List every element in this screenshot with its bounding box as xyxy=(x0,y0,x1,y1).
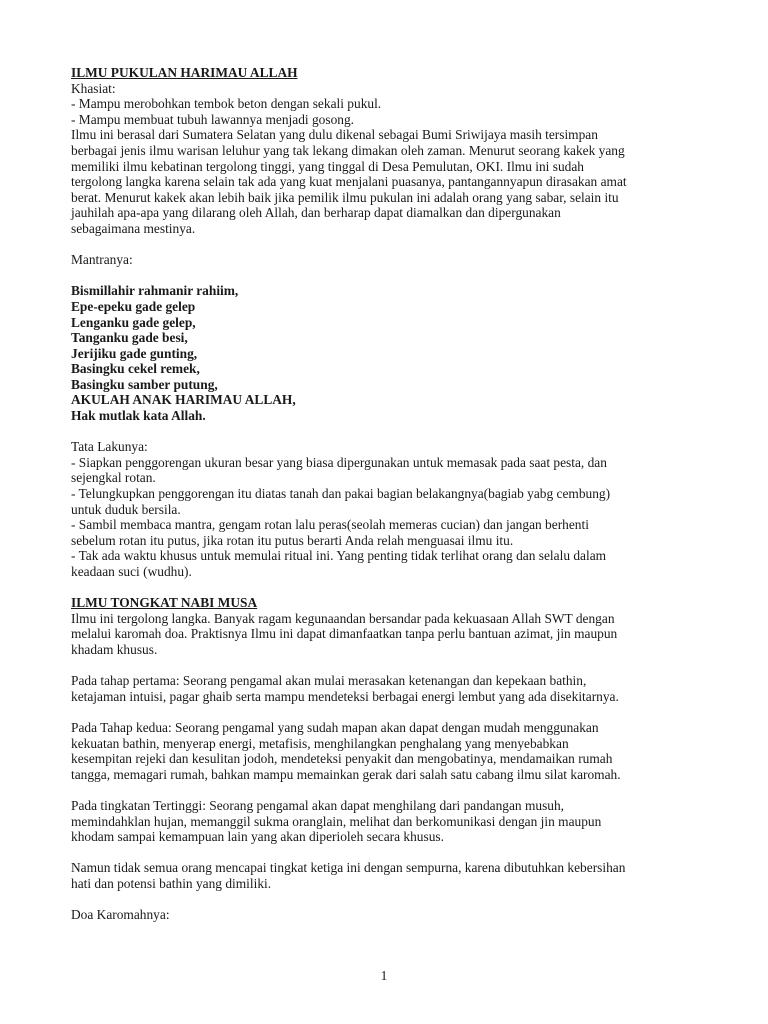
text-line: Ilmu ini tergolong langka. Banyak ragam kegunaandan bersandar pada kekuasaan Allah SWT dengan xyxy=(71,610,615,626)
text-line: memindahklan hujan, memanggil sukma oranglain, melihat dan berkomunikasi dengan jin maupun xyxy=(71,813,602,829)
text-line: tangga, memagari rumah, bahkan mampu memainkan gerak dari salah satu cabang ilmu silat karomah. xyxy=(71,766,621,782)
text-line: berat. Menurut kakek akan lebih baik jika pemilik ilmu pukulan ini adalah orang yang sabar, selain itu xyxy=(71,189,619,205)
text-line: Pada tingkatan Tertinggi: Seorang pengamal akan dapat menghilang dari pandangan musuh, xyxy=(71,797,565,813)
text-line: untuk duduk bersila. xyxy=(71,501,181,517)
text-line: Ilmu ini berasal dari Sumatera Selatan yang dulu dikenal sebagai Bumi Sriwijaya masih tersimpan xyxy=(71,127,598,143)
text-line: Lenganku gade gelep, xyxy=(71,314,196,330)
text-line: Epe-epeku gade gelep xyxy=(71,298,196,314)
text-line: melalui karomah doa. Praktisnya Ilmu ini dapat dimanfaatkan tanpa perlu bantuan azimat, jin maupun xyxy=(71,626,618,642)
closing-paragraph xyxy=(71,860,711,891)
khasiat-label: Khasiat: xyxy=(71,80,116,96)
text-line: khadam khusus. xyxy=(71,641,158,657)
text-line: memiliki ilmu kebatinan tergolong tinggi, yang tinggal di Desa Pemulutan, OKI. Ilmu ini sudah xyxy=(71,158,584,174)
text-line: - Mampu membuat tubuh lawannya menjadi gosong. xyxy=(71,111,355,127)
text-line: Namun tidak semua orang mencapai tingkat ketiga ini dengan sempurna, karena dibutuhkan kebersihan xyxy=(71,860,626,876)
text-line: Pada tahap pertama: Seorang pengamal akan mulai merasakan ketenangan dan kepekaan bathin, xyxy=(71,673,587,689)
section-title-harimau: ILMU PUKULAN HARIMAU ALLAH xyxy=(71,65,298,80)
text-line: Jerijiku gade gunting, xyxy=(71,345,198,361)
text-line: Bismillahir rahmanir rahiim, xyxy=(71,283,239,299)
tata-laku-label: Tata Lakunya: xyxy=(71,439,148,455)
text-line: ketajaman intuisi, pagar ghaib serta mampu mendeteksi berbagai energi lembut yang ada disekitarnya. xyxy=(71,688,619,704)
text-line: Basingku samber putung, xyxy=(71,376,218,392)
tahap-tertinggi-paragraph xyxy=(71,798,711,845)
text-line: tergolong langka karena selain tak ada yang kuat menjalani puasanya, pantangannyapun dirasakan amat xyxy=(71,174,627,190)
text-line: Tanganku gade besi, xyxy=(71,330,188,346)
text-line: berbagai jenis ilmu warisan leluhur yang tak lekang dimakan oleh zaman. Menurut seorang kakek yang xyxy=(71,142,625,158)
mantra-label: Mantranya: xyxy=(71,252,133,268)
text-line: AKULAH ANAK HARIMAU ALLAH, xyxy=(71,392,296,408)
text-line: hati dan potensi bathin yang dimiliki. xyxy=(71,875,272,891)
text-line: Basingku cekel remek, xyxy=(71,361,200,377)
intro-paragraph-harimau xyxy=(71,127,711,236)
section-title-tongkat: ILMU TONGKAT NABI MUSA xyxy=(71,595,258,611)
text-line: Hak mutlak kata Allah. xyxy=(71,408,206,424)
khasiat-list xyxy=(71,96,711,127)
text-line: - Mampu merobohkan tembok beton dengan sekali pukul. xyxy=(71,96,382,112)
document-page xyxy=(71,65,711,923)
page-number: 1 xyxy=(380,968,388,983)
tata-laku-list xyxy=(71,455,711,580)
doa-karomah-label: Doa Karomahnya: xyxy=(71,907,170,923)
text-line: - Tak ada waktu khusus untuk memulai ritual ini. Yang penting tidak terlihat orang dan selalu dalam xyxy=(71,548,607,564)
text-line: - Siapkan penggorengan ukuran besar yang biasa dipergunakan untuk memasak pada saat pesta, dan xyxy=(71,454,607,470)
text-line: - Telungkupkan penggorengan itu diatas tanah dan pakai bagian belakangnya(bagiab yabg cembung) xyxy=(71,486,611,502)
mantra-block xyxy=(71,283,711,423)
text-line: kesempitan rejeki dan kesulitan jodoh, mendeteksi penyakit dan mengobatinya, mendamaikan rumah xyxy=(71,751,613,767)
tahap-pertama-paragraph xyxy=(71,673,711,704)
tahap-kedua-paragraph xyxy=(71,720,711,782)
text-line: sejengkal rotan. xyxy=(71,470,156,486)
intro-paragraph-tongkat xyxy=(71,611,711,658)
text-line: - Sambil membaca mantra, gengam rotan lalu peras(seolah memeras cucian) dan jangan berhenti xyxy=(71,517,589,533)
text-line: kekuatan bathin, menyerap energi, metafisis, menghilangkan penghalang yang menyebabkan xyxy=(71,735,569,751)
text-line: khodam sampai kemampuan lain yang akan diperioleh secara khusus. xyxy=(71,829,444,845)
text-line: sebelum rotan itu putus, jika rotan itu putus berarti Anda relah menguasai ilmu itu. xyxy=(71,532,514,548)
text-line: jauhilah apa-apa yang dilarang oleh Allah, dan berharap dapat diamalkan dan dipergunakan xyxy=(71,205,561,221)
text-line: keadaan suci (wudhu). xyxy=(71,564,192,579)
text-line: Pada Tahap kedua: Seorang pengamal yang sudah mapan akan dapat dengan mudah menggunakan xyxy=(71,719,599,735)
text-line: sebagaimana mestinya. xyxy=(71,220,196,236)
